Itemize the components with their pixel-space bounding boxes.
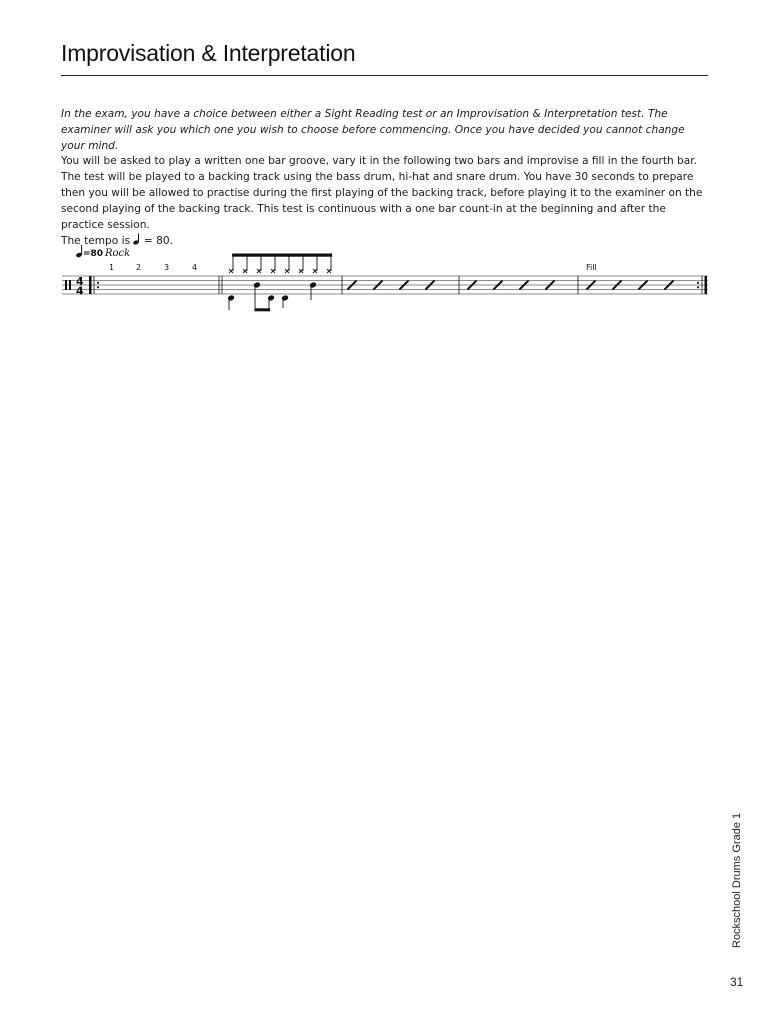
tempo-suffix: = 80.: [140, 235, 173, 247]
instructions-paragraph: [61, 153, 711, 249]
tempo-prefix: The tempo is: [61, 235, 134, 247]
groove-bar: [228, 254, 332, 311]
tempo-mark-text: =80: [83, 249, 104, 259]
page-number: 31: [730, 975, 744, 989]
intro-paragraph: In the exam, you have a choice between either a Sight Reading test or an Improvisation & Interpretation test. The examiner will ask you which one you wish to choose before commencing. Once you have decided you cannot change your mind.: [61, 108, 685, 152]
time-sig-top: 4: [76, 275, 84, 288]
style-label: Rock: [105, 248, 131, 259]
title-rule: [61, 75, 708, 76]
fill-label: Fill: [586, 263, 597, 272]
count-in-4: 4: [192, 263, 198, 272]
book-title: Rockschool Drums Grade 1: [731, 812, 743, 948]
drum-score: [60, 242, 720, 318]
page-title: Improvisation & Interpretation: [61, 40, 356, 66]
staff: [62, 276, 708, 294]
instructions-text: You will be asked to play a written one bar groove, vary it in the following two bars and improvise a fill in the fourth bar. The test will be played to a backing track using the bass drum, hi-hat and snare drum. You have 30 seconds to prepare then you will be allowed to practise during the first playing of the backing track, before playing it to the examiner on the second playing of the backing track. This test is continuous with a one bar count-in at the beginning and after the practice session.: [61, 155, 703, 231]
time-sig-bottom: 4: [76, 284, 84, 298]
count-in-2: 2: [136, 263, 142, 272]
tempo-marking: [75, 245, 130, 259]
count-in-3: 3: [164, 263, 170, 272]
count-in-1: 1: [109, 263, 115, 272]
